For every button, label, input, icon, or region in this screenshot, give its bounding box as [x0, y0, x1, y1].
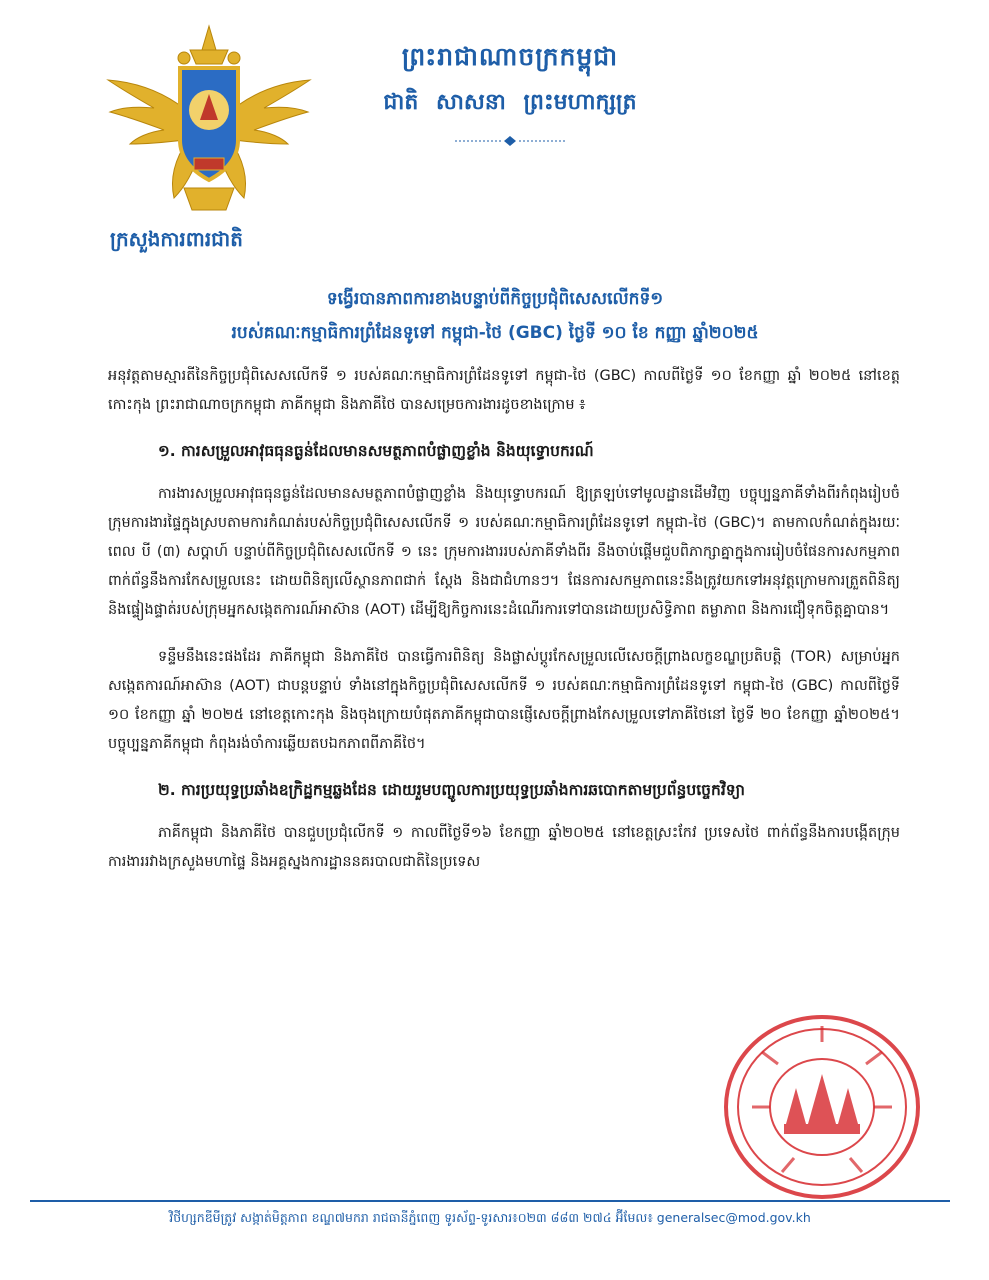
document-title	[80, 282, 910, 350]
footer-contact: វិថីហ្សកឌីមីត្រូវ សង្កាត់មិត្តភាព ខណ្ឌ៧មករា រាជធានីភ្នំពេញ ទូរស័ព្ទ-ទូរសារ៖០២៣ ៨៨៣ ២៧៤ អ៊ីមែល៖ generalsec@mod.gov.kh	[169, 1210, 811, 1225]
section-1-paragraph-2: ទន្ទឹមនឹងនេះផងដែរ ភាគីកម្ពុជា និងភាគីថៃ បានធ្វើការពិនិត្យ និងផ្លាស់ប្តូរកែសម្រួលលើសេចក្តីព្រាងលក្ខខណ្ឌប្រតិបត្តិ (TOR) សម្រាប់អ្នកសង្កេតការណ៍អាស៊ាន (AOT) ជាបន្តបន្ទាប់ ទាំងនៅក្នុងកិច្ចប្រជុំពិសេសលើកទី ១ របស់គណៈកម្មាធិការព្រំដែនទូទៅ កម្ពុជា-ថៃ (GBC) កាលពីថ្ងៃទី ១០ ខែកញ្ញា ឆ្នាំ ២០២៥ នៅខេត្តកោះកុង និងចុងក្រោយបំផុតភាគីកម្ពុជាបានផ្ញើសេចក្តីព្រាងកែសម្រួលទៅភាគីថៃនៅ ថ្ងៃទី ២០ ខែកញ្ញា ឆ្នាំ២០២៥។ បច្ចុប្បន្នភាគីកម្ពុជា កំពុងរង់ចាំការឆ្លើយតបឯកភាពពីភាគីថៃ។	[108, 649, 900, 752]
document-body	[108, 362, 900, 895]
ministry-name: ក្រសួងការពារជាតិ	[110, 227, 243, 251]
ornament-divider-icon	[455, 136, 565, 146]
title-line-1: ទង្វើរបានភាពការខាងបន្ទាប់ពីកិច្ចប្រជុំពិសេសលើកទី១	[326, 289, 664, 309]
footer-divider	[30, 1200, 950, 1202]
section-1-paragraph-1: ការងារសម្រួលអាវុធធុនធ្ងន់ដែលមានសមត្ថភាពបំផ្លាញខ្លាំង និងយុទ្ធោបករណ៍ ឱ្យត្រឡប់ទៅមូលដ្ឋានដើមវិញ បច្ចុប្បន្នភាគីទាំងពីរកំពុងរៀបចំក្រុមការងារផ្ទៃក្នុងស្របតាមការកំណត់របស់កិច្ចប្រជុំពិសេសលើកទី ១ របស់គណៈកម្មាធិការព្រំដែនទូទៅ កម្ពុជា-ថៃ (GBC)។ តាមកាលកំណត់ក្នុងរយៈពេល បី (៣) សប្តាហ៍ បន្ទាប់ពីកិច្ចប្រជុំពិសេសលើកទី ១ នេះ ក្រុមការងាររបស់ភាគីទាំងពីរ នឹងចាប់ផ្តើមជួបពិភាក្សាគ្នាក្នុងការរៀបចំផែនការសកម្មភាពពាក់ព័ន្ធនឹងការកែសម្រួលនេះ ដោយពិនិត្យលើស្ថានភាពជាក់ ស្តែង និងជាជំហានៗ។ ផែនការសកម្មភាពនេះនឹងត្រូវយកទៅអនុវត្តក្រោមការត្រួតពិនិត្យ និងផ្ទៀងផ្ទាត់របស់ក្រុមអ្នកសង្កេតការណ៍អាស៊ាន (AOT) ដើម្បីឱ្យកិច្ចការនេះដំណើរការទៅបានដោយប្រសិទ្ធិភាព តម្លាភាព និងការជឿទុកចិត្តគ្នាបាន។	[108, 486, 900, 618]
national-motto: ជាតិ សាសនា ព្រះមហាក្សត្រ	[383, 90, 637, 115]
section-2-heading: ២. ការប្រយុទ្ធប្រឆាំងឧក្រិដ្ឋកម្មឆ្លងដែន ដោយរួមបញ្ចូលការប្រយុទ្ធប្រឆាំងការឆបោកតាមប្រព័ន្ធបច្ចេកវិទ្យា	[158, 781, 745, 799]
ministry-emblem-icon	[104, 20, 314, 220]
kingdom-title: ព្រះរាជាណាចក្រកម្ពុជា	[401, 42, 619, 71]
letterhead	[330, 40, 690, 146]
section-1-heading: ១. ការសម្រួលអាវុធធុនធ្ងន់ដែលមានសមត្ថភាពបំផ្លាញខ្លាំង និងយុទ្ធោបករណ៍	[158, 442, 594, 460]
section-2-paragraph-1: ភាគីកម្ពុជា និងភាគីថៃ បានជួបប្រជុំលើកទី ១ កាលពីថ្ងៃទី១៦ ខែកញ្ញា ឆ្នាំ២០២៥ នៅខេត្តស្រះកែវ ប្រទេសថៃ ពាក់ព័ន្ធនឹងការបង្កើតក្រុមការងាររវាងក្រសួងមហាផ្ទៃ និងអគ្គស្នងការដ្ឋាននគរបាលជាតិនៃប្រទេស	[108, 825, 900, 870]
intro-paragraph: អនុវត្តតាមស្មារតីនៃកិច្ចប្រជុំពិសេសលើកទី ១ របស់គណៈកម្មាធិការព្រំដែនទូទៅ កម្ពុជា-ថៃ (GBC) កាលពីថ្ងៃទី ១០ ខែកញ្ញា ឆ្នាំ ២០២៥ នៅខេត្តកោះកុង ព្រះរាជាណាចក្រកម្ពុជា ភាគីកម្ពុជា និងភាគីថៃ បានសម្រេចការងារដូចខាងក្រោម ៖	[108, 368, 900, 413]
official-seal-icon	[722, 1012, 922, 1202]
title-line-2: របស់គណៈកម្មាធិការព្រំដែនទូទៅ កម្ពុជា-ថៃ (GBC) ថ្ងៃទី ១០ ខែ កញ្ញា ឆ្នាំ២០២៥	[231, 323, 759, 343]
